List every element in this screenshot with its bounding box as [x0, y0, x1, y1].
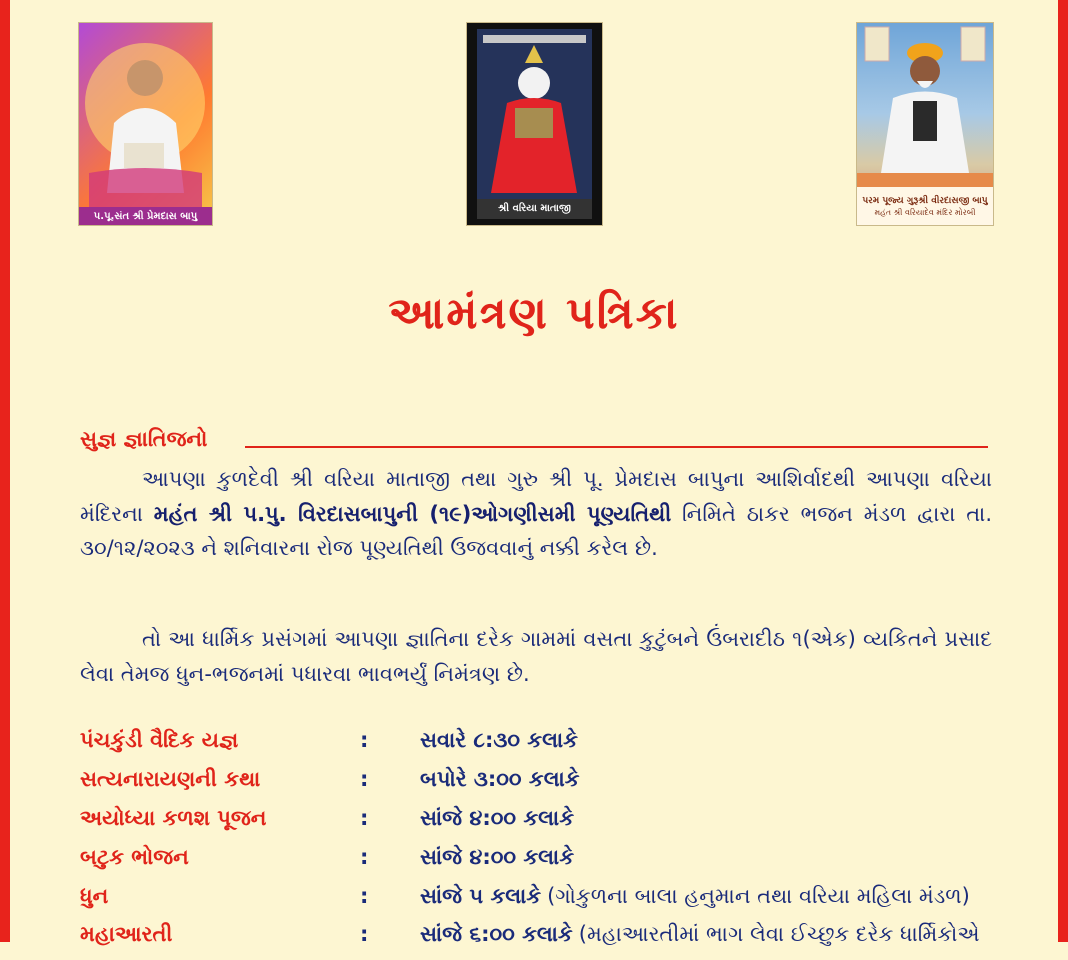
schedule-colon: : — [360, 884, 369, 908]
invitation-title: આમંત્રણ પત્રિકા — [388, 288, 680, 339]
schedule-row — [80, 806, 1000, 844]
schedule-time: બપોરે ૩:૦૦ કલાકે — [420, 767, 580, 791]
page-border-right — [1058, 0, 1068, 942]
salutation-underline — [245, 446, 988, 448]
schedule-row — [80, 728, 1000, 766]
photo-right-caption-2: મહંત શ્રી વરિયાદેવ મંદિર મોરબી — [874, 208, 976, 217]
schedule-row — [80, 884, 1000, 922]
photo-left-caption: પ.પૂ.સંત શ્રી પ્રેમદાસ બાપુ — [93, 211, 198, 222]
schedule-time: સાંજે ૪:૦૦ કલાકે — [420, 845, 575, 869]
page-border-left — [0, 0, 10, 942]
paragraph-invitation — [80, 622, 992, 691]
schedule-colon: : — [360, 922, 369, 946]
schedule-note: (ગોકુળના બાલા હનુમાન તથા વરિયા મહિલા મંડળ) — [547, 884, 970, 908]
schedule-time: સાંજે ૬:૦૦ કલાકે (મહાઆરતીમાં ભાગ લેવા ઈચ્છુક દરેક ધાર્મિકોએ — [420, 922, 980, 946]
schedule-event: બટુક ભોજન — [80, 845, 189, 869]
para1-highlight: મહંત શ્રી પ.પુ. વિરદાસબાપુની (૧૯)ઓગણીસમી પૂણ્યતિથી — [153, 501, 672, 526]
schedule-event: મહાઆરતી — [80, 922, 173, 946]
schedule-colon: : — [360, 806, 369, 830]
schedule-note: (મહાઆરતીમાં ભાગ લેવા ઈચ્છુક દરેક ધાર્મિકોએ — [578, 922, 980, 946]
goddess-image — [467, 23, 602, 225]
para1-intro: આપણા કુળદેવી શ્રી વરિયા માતાજી તથા ગુરુ શ્રી પૂ. પ્રેમદાસ બાપુના આશિર્વાદથી આપણા વરિયા મંદિરના — [80, 467, 992, 526]
para1-rest: નિમિતે ઠાકર ભજન મંડળ દ્વારા તા. ૩૦/૧૨/૨૦૨૩ ને શનિવારના રોજ પૂણ્યતિથી ઉજવવાનું નક્કી કરેલ છે. — [80, 501, 992, 560]
salutation: સુજ્ઞ જ્ઞાતિજનો — [80, 427, 208, 451]
schedule-colon: : — [360, 728, 369, 752]
schedule-row — [80, 845, 1000, 883]
schedule-event: ધુન — [80, 884, 109, 908]
schedule-time: સાંજે ૫ કલાકે (ગોકુળના બાલા હનુમાન તથા વરિયા મહિલા મંડળ) — [420, 884, 970, 908]
schedule-event: પંચકુંડી વૈદિક યજ્ઞ — [80, 728, 239, 752]
para2-text: તો આ ધાર્મિક પ્રસંગમાં આપણા જ્ઞાતિના દરેક ગામમાં વસતા કુટુંબને ઉંબરાદીઠ ૧(એક) વ્યકિતને પ્રસાદ લેવા તેમજ ધુન-ભજનમાં પધારવા ભાવભર્યું નિમંત્રણ છે. — [80, 627, 992, 686]
schedule-event: સત્યનારાયણની કથા — [80, 767, 261, 791]
schedule-time: સવારે ૮:૩૦ કલાકે — [420, 728, 578, 752]
schedule-colon: : — [360, 767, 369, 791]
saint-portrait-image — [79, 23, 212, 225]
schedule-colon: : — [360, 845, 369, 869]
schedule-row — [80, 767, 1000, 805]
photo-mid-caption: શ્રી વરિયા માતાજી — [498, 203, 571, 214]
schedule-time: સાંજે ૪:૦૦ કલાકે — [420, 806, 575, 830]
schedule-event: અયોધ્યા કળશ પૂજન — [80, 806, 267, 830]
photo-mahant-virdas — [856, 22, 994, 226]
photo-right-caption-1: પરમ પૂજ્ય ગુરૂશ્રી વીરદાસજી બાપુ — [862, 196, 988, 206]
photo-saint-premdas — [78, 22, 213, 226]
paragraph-intro — [80, 462, 992, 566]
photo-goddess-variya-mataji — [466, 22, 603, 226]
schedule-row — [80, 922, 1000, 960]
